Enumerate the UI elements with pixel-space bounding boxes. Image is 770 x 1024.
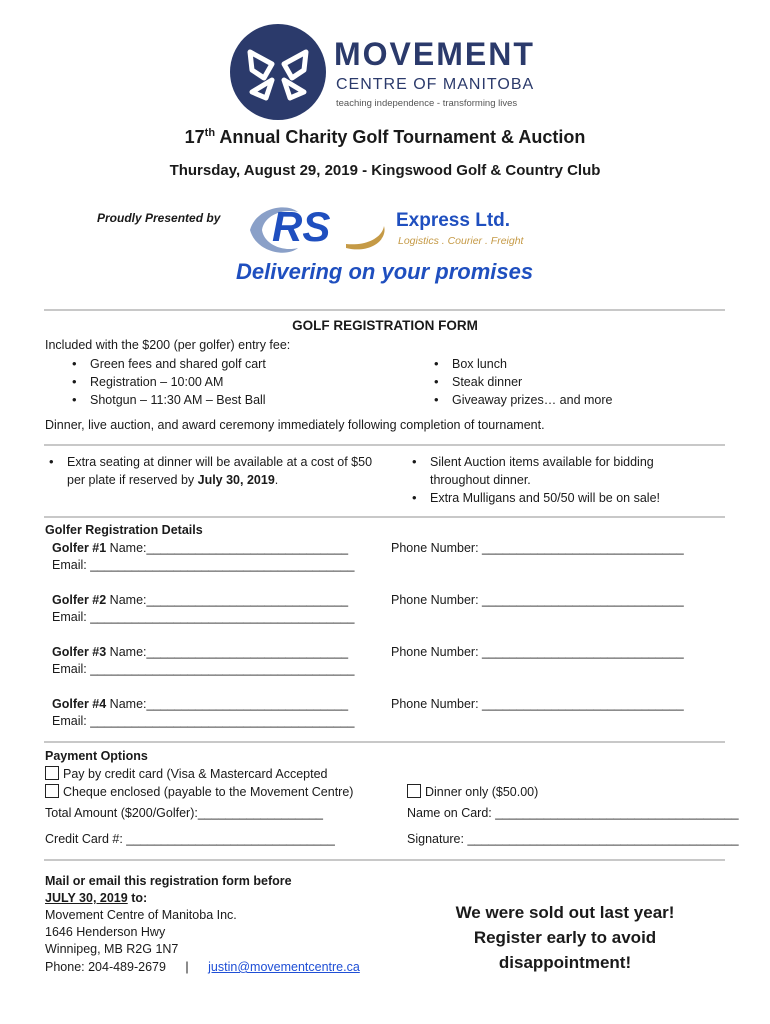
divider — [44, 516, 725, 518]
mail-city: Winnipeg, MB R2G 1N7 — [45, 942, 179, 956]
golfer-3-name[interactable]: Golfer #3 Name:_____________________________ — [52, 645, 349, 659]
sponsor-slogan: Delivering on your promises — [236, 259, 534, 284]
list-item: • Extra seating at dinner will be available at a cost of $50 per plate if reserved by July 30, 2019. — [45, 453, 375, 489]
list-item: • Extra Mulligans and 50/50 will be on sale! — [408, 489, 708, 507]
golfer-2-phone[interactable]: Phone Number: _____________________________ — [391, 593, 684, 607]
golfer-2-email[interactable]: Email: ______________________________________ — [52, 610, 355, 624]
mail-contact: Phone: 204-489-2679 | justin@movementcentre.ca — [45, 960, 360, 974]
signature-field[interactable]: Signature: _______________________________________ — [407, 832, 739, 846]
event-subtitle: Thursday, August 29, 2019 - Kingswood Golf & Country Club — [169, 162, 601, 179]
included-list-right — [430, 355, 612, 409]
credit-card-field[interactable]: Credit Card #: ______________________________ — [45, 832, 335, 846]
list-item: • Box lunch — [430, 355, 612, 373]
email-link[interactable]: justin@movementcentre.ca — [208, 960, 360, 974]
divider — [44, 859, 725, 861]
dinner-note: Dinner, live auction, and award ceremony immediately following completion of tournament. — [45, 418, 545, 432]
credit-checkbox[interactable] — [45, 766, 59, 780]
soldout-line3: disappointment! — [498, 953, 632, 972]
sponsor-sub: Logistics . Courier . Freight — [398, 235, 524, 247]
org-name-line1: MOVEMENT — [334, 36, 535, 72]
divider — [44, 444, 725, 446]
presented-by: Proudly Presented by — [97, 211, 221, 225]
included-intro: Included with the $200 (per golfer) entry fee: — [45, 338, 291, 352]
golfer-2-name[interactable]: Golfer #2 Name:_____________________________ — [52, 593, 349, 607]
golfer-3-phone[interactable]: Phone Number: _____________________________ — [391, 645, 684, 659]
golfer-4-name[interactable]: Golfer #4 Name:_____________________________ — [52, 697, 349, 711]
golfer-3-email[interactable]: Email: ______________________________________ — [52, 662, 355, 676]
divider — [44, 309, 725, 311]
sponsor-rs: RS — [272, 203, 331, 250]
mail-org: Movement Centre of Manitoba Inc. — [45, 908, 237, 922]
butterfly-logo-icon — [228, 22, 328, 122]
list-item: • Green fees and shared golf cart — [68, 355, 266, 373]
dinner-checkbox[interactable] — [407, 784, 421, 798]
cheque-checkbox[interactable] — [45, 784, 59, 798]
pay-credit-option[interactable]: Pay by credit card (Visa & Mastercard Accepted — [45, 766, 327, 781]
org-logo — [228, 22, 328, 122]
golfer-1-email[interactable]: Email: ______________________________________ — [52, 558, 355, 572]
list-item: • Steak dinner — [430, 373, 612, 391]
golfer-1-name[interactable]: Golfer #1 Name:_____________________________ — [52, 541, 349, 555]
golfer-4-phone[interactable]: Phone Number: _____________________________ — [391, 697, 684, 711]
list-item: • Giveaway prizes… and more — [430, 391, 612, 409]
total-amount-field[interactable]: Total Amount ($200/Golfer):__________________ — [45, 806, 323, 820]
mail-deadline: JULY 30, 2019 to: — [45, 891, 148, 905]
payment-heading: Payment Options — [45, 749, 148, 763]
divider — [44, 741, 725, 743]
list-item: • Silent Auction items available for bidding throughout dinner. — [408, 453, 708, 489]
org-name-line2: CENTRE OF MANITOBA — [336, 76, 535, 93]
mail-street: 1646 Henderson Hwy — [45, 925, 166, 939]
extra-list-right — [408, 453, 708, 507]
golfer-1-phone[interactable]: Phone Number: _____________________________ — [391, 541, 684, 555]
dinner-only-option[interactable]: Dinner only ($50.00) — [407, 784, 538, 799]
golfers-heading: Golfer Registration Details — [45, 523, 203, 537]
extra-list-left — [45, 453, 375, 489]
list-item: • Shotgun – 11:30 AM – Best Ball — [68, 391, 266, 409]
pay-cheque-option[interactable]: Cheque enclosed (payable to the Movement Centre) — [45, 784, 353, 799]
soldout-line2: Register early to avoid — [473, 928, 657, 947]
form-title: GOLF REGISTRATION FORM — [292, 318, 478, 333]
included-list-left — [68, 355, 266, 409]
org-tagline: teaching independence - transforming lives — [336, 98, 518, 109]
sponsor-name: Express Ltd. — [396, 210, 511, 231]
soldout-line1: We were sold out last year! — [455, 903, 675, 922]
list-item: • Registration – 10:00 AM — [68, 373, 266, 391]
name-on-card-field[interactable]: Name on Card: ___________________________________ — [407, 806, 739, 820]
page-title: 17th Annual Charity Golf Tournament & Auction — [184, 127, 586, 147]
mail-instruction: Mail or email this registration form before — [45, 874, 292, 888]
golfer-4-email[interactable]: Email: ______________________________________ — [52, 714, 355, 728]
